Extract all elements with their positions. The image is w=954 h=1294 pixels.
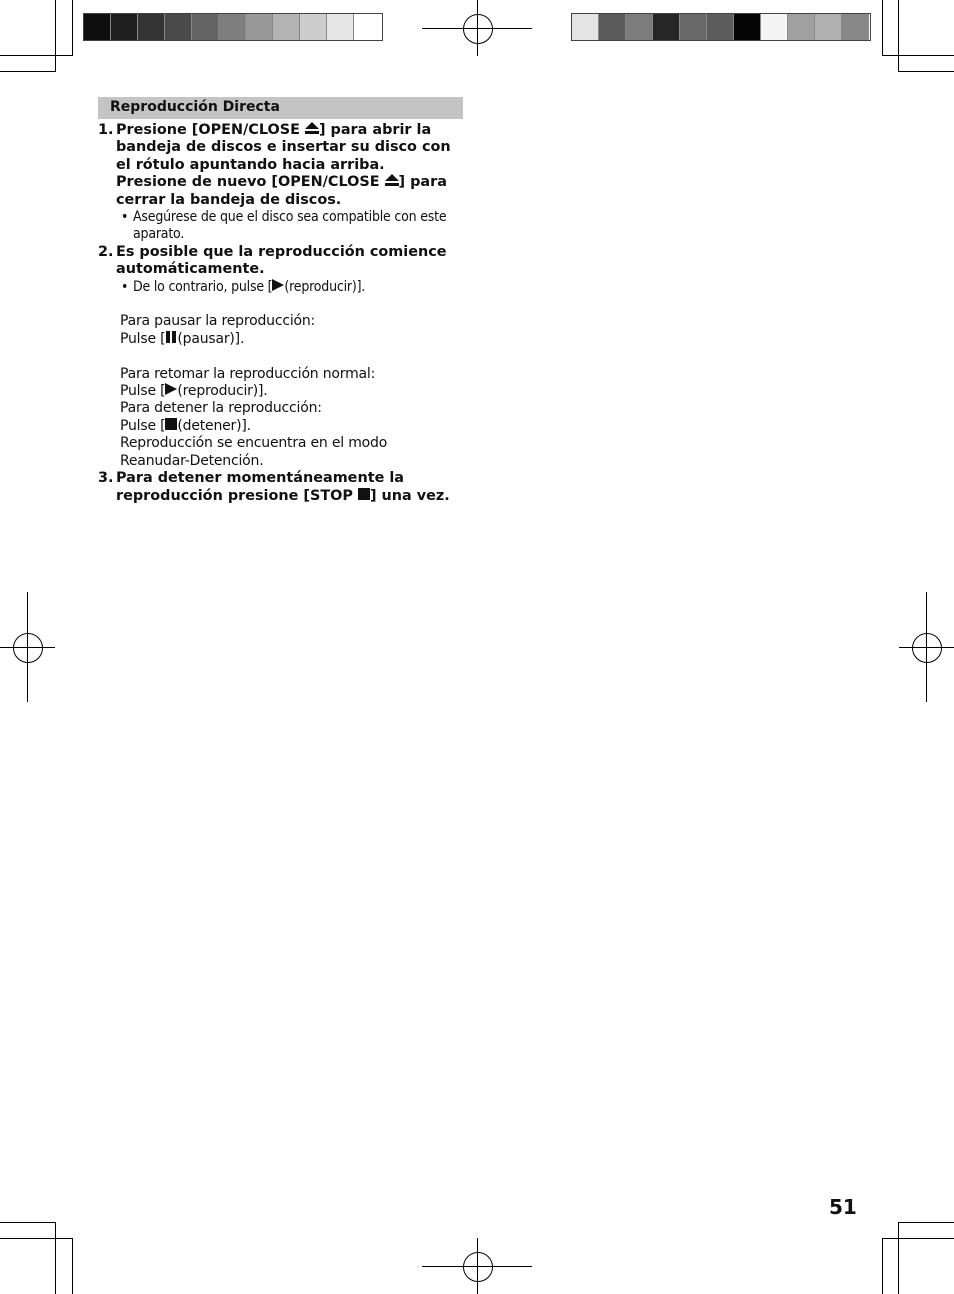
color-swatch xyxy=(653,14,680,40)
crop-mark xyxy=(898,1222,899,1294)
instructions xyxy=(98,122,454,505)
color-swatch xyxy=(192,14,219,40)
play-icon xyxy=(165,383,177,395)
color-swatch xyxy=(707,14,734,40)
section-title: Reproducción Directa xyxy=(110,99,280,115)
pause-label: Para pausar la reproducción: xyxy=(120,313,316,330)
crop-mark xyxy=(0,1238,72,1239)
crop-mark xyxy=(882,1238,883,1294)
step-text: Es posible que la reproducción comience automáticamente. xyxy=(116,243,447,278)
step-text: ] para abrir la bandeja de discos e insertar su disco con el rótulo apuntando hacia arriba. Presione de nuevo [OPEN/CLOSE xyxy=(116,122,451,191)
crop-mark xyxy=(72,0,73,56)
color-swatch xyxy=(599,14,626,40)
step-text: Presione [OPEN/CLOSE xyxy=(116,122,305,138)
step-number: 2. xyxy=(98,243,114,260)
page-number: 51 xyxy=(829,1195,857,1219)
pause-icon xyxy=(165,331,177,343)
crop-mark xyxy=(0,71,56,72)
crop-mark xyxy=(55,1222,56,1294)
grayscale-strip-right xyxy=(571,13,871,41)
step-text: ] para cerrar la bandeja de discos. xyxy=(116,174,447,208)
crop-mark xyxy=(72,1238,73,1294)
crop-mark xyxy=(55,0,56,72)
play-icon xyxy=(272,279,284,291)
pause-instruction: Pulse [ (pausar)]. xyxy=(120,330,245,347)
step-3 xyxy=(98,470,454,505)
resume-instruction: Pulse [ (reproducir)]. xyxy=(120,383,268,400)
stop-instruction: Pulse [ (detener)]. xyxy=(120,417,251,434)
color-swatch xyxy=(572,14,599,40)
step-text: Para detener momentáneamente la reproducción presione [STOP xyxy=(116,470,404,504)
crop-mark xyxy=(898,0,899,72)
crop-mark xyxy=(882,1238,954,1239)
color-swatch xyxy=(680,14,707,40)
color-swatch xyxy=(842,14,869,40)
step-1 xyxy=(98,122,454,244)
bullet-text: (reproducir)]. xyxy=(284,278,366,295)
stop-icon xyxy=(358,488,370,500)
color-swatch xyxy=(138,14,165,40)
color-swatch xyxy=(111,14,138,40)
crop-mark xyxy=(0,1222,56,1223)
step-number: 1. xyxy=(98,122,114,138)
bullet-text: De lo contrario, pulse [ xyxy=(133,278,273,295)
color-swatch xyxy=(246,14,273,40)
step-text: ] una vez. xyxy=(369,487,450,504)
color-swatch xyxy=(354,14,381,40)
section-heading-bar xyxy=(98,97,463,119)
color-swatch xyxy=(815,14,842,40)
stop-label: Para detener la reproducción: xyxy=(120,400,322,417)
color-swatch xyxy=(84,14,111,40)
crop-mark xyxy=(0,55,72,56)
bullet-item: • Asegúrese de que el disco sea compatible con este aparato. xyxy=(121,209,447,243)
eject-icon xyxy=(385,174,399,186)
color-swatch xyxy=(273,14,300,40)
resume-label: Para retomar la reproducción normal: xyxy=(120,365,376,382)
color-swatch xyxy=(788,14,815,40)
color-swatch xyxy=(626,14,653,40)
eject-icon xyxy=(305,122,319,134)
step-number: 3. xyxy=(98,470,114,487)
color-swatch xyxy=(219,14,246,40)
color-swatch xyxy=(165,14,192,40)
crop-mark xyxy=(882,0,883,56)
crop-mark xyxy=(898,1222,954,1223)
step-2 xyxy=(98,244,454,296)
bullet-text: Asegúrese de que el disco sea compatible con este aparato. xyxy=(133,209,447,243)
color-swatch xyxy=(734,14,761,40)
crop-mark xyxy=(882,55,954,56)
bullet-item: • De lo contrario, pulse [ (reproducir)]. xyxy=(121,278,366,295)
grayscale-strip-left xyxy=(83,13,383,41)
stop-icon xyxy=(165,418,177,430)
color-swatch xyxy=(300,14,327,40)
crop-mark xyxy=(898,71,954,72)
color-swatch xyxy=(327,14,354,40)
resume-stop-note: Reproducción se encuentra en el modo Reanudar-Detención. xyxy=(120,435,388,469)
color-swatch xyxy=(761,14,788,40)
